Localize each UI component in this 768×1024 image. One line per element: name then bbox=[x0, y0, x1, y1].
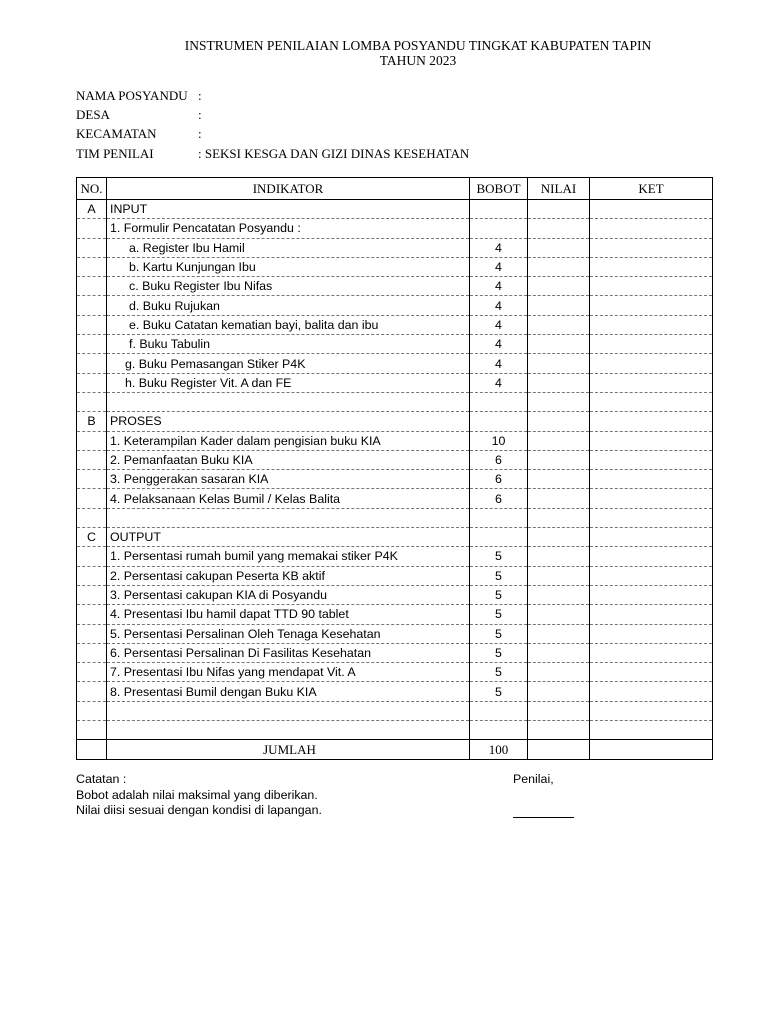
row-bobot: 5 bbox=[470, 624, 528, 643]
table-row bbox=[77, 219, 713, 238]
row-nilai-cell[interactable] bbox=[528, 721, 590, 740]
total-nilai-cell[interactable] bbox=[528, 740, 590, 760]
row-indikator: f. Buku Tabulin bbox=[107, 335, 470, 354]
row-no bbox=[77, 663, 107, 682]
row-nilai-cell[interactable] bbox=[528, 257, 590, 276]
total-no-cell bbox=[77, 740, 107, 760]
row-bobot bbox=[470, 219, 528, 238]
row-indikator: c. Buku Register Ibu Nifas bbox=[107, 277, 470, 296]
row-bobot: 6 bbox=[470, 450, 528, 469]
row-indikator: g. Buku Pemasangan Stiker P4K bbox=[107, 354, 470, 373]
row-indikator: 2. Persentasi cakupan Peserta KB aktif bbox=[107, 566, 470, 585]
row-no: C bbox=[77, 528, 107, 547]
header-no: NO. bbox=[77, 178, 107, 200]
row-indikator: a. Register Ibu Hamil bbox=[107, 238, 470, 257]
row-bobot: 4 bbox=[470, 257, 528, 276]
row-nilai-cell[interactable] bbox=[528, 682, 590, 701]
row-indikator: PROSES bbox=[107, 412, 470, 431]
row-nilai-cell[interactable] bbox=[528, 315, 590, 334]
row-no bbox=[77, 354, 107, 373]
row-no: A bbox=[77, 200, 107, 219]
row-bobot: 5 bbox=[470, 643, 528, 662]
row-bobot: 5 bbox=[470, 585, 528, 604]
info-tim-penilai bbox=[76, 146, 469, 162]
row-nilai-cell[interactable] bbox=[528, 354, 590, 373]
row-no bbox=[77, 605, 107, 624]
row-indikator: 7. Presentasi Ibu Nifas yang mendapat Vit. A bbox=[107, 663, 470, 682]
info-value: : bbox=[198, 88, 202, 103]
table-row bbox=[77, 547, 713, 566]
row-no bbox=[77, 508, 107, 527]
row-indikator: 8. Presentasi Bumil dengan Buku KIA bbox=[107, 682, 470, 701]
row-nilai-cell[interactable] bbox=[528, 508, 590, 527]
notes-heading: Catatan : bbox=[76, 772, 127, 786]
row-no bbox=[77, 373, 107, 392]
row-no bbox=[77, 682, 107, 701]
table-row bbox=[77, 489, 713, 508]
signature-line[interactable] bbox=[513, 817, 574, 818]
row-indikator: 2. Pemanfaatan Buku KIA bbox=[107, 450, 470, 469]
row-nilai-cell[interactable] bbox=[528, 412, 590, 431]
row-ket-cell[interactable] bbox=[590, 605, 713, 624]
table-row bbox=[77, 354, 713, 373]
table-row bbox=[77, 277, 713, 296]
table-row bbox=[77, 412, 713, 431]
header-indikator: INDIKATOR bbox=[107, 178, 470, 200]
row-indikator bbox=[107, 721, 470, 740]
row-no bbox=[77, 701, 107, 720]
header-bobot: BOBOT bbox=[470, 178, 528, 200]
table-row bbox=[77, 585, 713, 604]
row-ket-cell[interactable] bbox=[590, 431, 713, 450]
table-row bbox=[77, 392, 713, 411]
row-indikator: OUTPUT bbox=[107, 528, 470, 547]
row-ket-cell[interactable] bbox=[590, 392, 713, 411]
signer-label: Penilai, bbox=[513, 772, 554, 786]
row-bobot: 6 bbox=[470, 470, 528, 489]
row-no bbox=[77, 547, 107, 566]
row-bobot: 5 bbox=[470, 682, 528, 701]
row-bobot: 6 bbox=[470, 489, 528, 508]
row-no bbox=[77, 257, 107, 276]
row-indikator bbox=[107, 392, 470, 411]
row-ket-cell[interactable] bbox=[590, 624, 713, 643]
table-row bbox=[77, 296, 713, 315]
row-nilai-cell[interactable] bbox=[528, 335, 590, 354]
row-ket-cell[interactable] bbox=[590, 354, 713, 373]
row-no bbox=[77, 566, 107, 585]
row-bobot bbox=[470, 721, 528, 740]
row-no bbox=[77, 470, 107, 489]
table-row bbox=[77, 335, 713, 354]
row-bobot bbox=[470, 392, 528, 411]
row-nilai-cell[interactable] bbox=[528, 200, 590, 219]
row-indikator bbox=[107, 508, 470, 527]
row-ket-cell[interactable] bbox=[590, 585, 713, 604]
row-bobot: 4 bbox=[470, 354, 528, 373]
row-bobot: 5 bbox=[470, 566, 528, 585]
total-value: 100 bbox=[470, 740, 528, 760]
table-row bbox=[77, 373, 713, 392]
row-nilai-cell[interactable] bbox=[528, 663, 590, 682]
row-bobot: 4 bbox=[470, 277, 528, 296]
row-ket-cell[interactable] bbox=[590, 450, 713, 469]
row-bobot: 10 bbox=[470, 431, 528, 450]
row-nilai-cell[interactable] bbox=[528, 392, 590, 411]
row-bobot: 5 bbox=[470, 605, 528, 624]
table-row bbox=[77, 431, 713, 450]
row-indikator: INPUT bbox=[107, 200, 470, 219]
row-indikator: 5. Persentasi Persalinan Oleh Tenaga Kesehatan bbox=[107, 624, 470, 643]
document-year: TAHUN 2023 bbox=[379, 53, 457, 68]
table-row bbox=[77, 238, 713, 257]
row-bobot: 4 bbox=[470, 238, 528, 257]
table-row bbox=[77, 528, 713, 547]
row-bobot: 5 bbox=[470, 547, 528, 566]
info-value: : SEKSI KESGA DAN GIZI DINAS KESEHATAN bbox=[198, 146, 470, 161]
table-row bbox=[77, 508, 713, 527]
row-no bbox=[77, 721, 107, 740]
row-indikator: 3. Penggerakan sasaran KIA bbox=[107, 470, 470, 489]
info-value: : bbox=[198, 107, 202, 122]
row-no: B bbox=[77, 412, 107, 431]
row-ket-cell[interactable] bbox=[590, 547, 713, 566]
row-no bbox=[77, 450, 107, 469]
row-ket-cell[interactable] bbox=[590, 219, 713, 238]
row-bobot bbox=[470, 200, 528, 219]
row-indikator: 1. Persentasi rumah bumil yang memakai stiker P4K bbox=[107, 547, 470, 566]
row-ket-cell[interactable] bbox=[590, 277, 713, 296]
row-indikator: 1. Formulir Pencatatan Posyandu : bbox=[107, 219, 470, 238]
row-ket-cell[interactable] bbox=[590, 335, 713, 354]
row-bobot bbox=[470, 508, 528, 527]
header-ket: KET bbox=[590, 178, 713, 200]
row-nilai-cell[interactable] bbox=[528, 585, 590, 604]
row-no bbox=[77, 489, 107, 508]
row-ket-cell[interactable] bbox=[590, 566, 713, 585]
row-indikator: e. Buku Catatan kematian bayi, balita dan ibu bbox=[107, 315, 470, 334]
info-nama-posyandu bbox=[76, 88, 202, 104]
total-ket-cell[interactable] bbox=[590, 740, 713, 760]
row-indikator: 3. Persentasi cakupan KIA di Posyandu bbox=[107, 585, 470, 604]
row-ket-cell[interactable] bbox=[590, 528, 713, 547]
info-desa bbox=[76, 107, 202, 123]
row-bobot: 4 bbox=[470, 296, 528, 315]
row-ket-cell[interactable] bbox=[590, 508, 713, 527]
table-row bbox=[77, 663, 713, 682]
row-nilai-cell[interactable] bbox=[528, 528, 590, 547]
row-nilai-cell[interactable] bbox=[528, 643, 590, 662]
info-kecamatan bbox=[76, 126, 202, 142]
table-row bbox=[77, 643, 713, 662]
assessment-table bbox=[76, 177, 713, 760]
row-ket-cell[interactable] bbox=[590, 315, 713, 334]
row-ket-cell[interactable] bbox=[590, 682, 713, 701]
document-title: INSTRUMEN PENILAIAN LOMBA POSYANDU TINGKAT KABUPATEN TAPIN bbox=[184, 38, 652, 53]
row-no bbox=[77, 431, 107, 450]
row-nilai-cell[interactable] bbox=[528, 470, 590, 489]
row-indikator: 4. Presentasi Ibu hamil dapat TTD 90 tablet bbox=[107, 605, 470, 624]
row-indikator: 6. Persentasi Persalinan Di Fasilitas Kesehatan bbox=[107, 643, 470, 662]
row-nilai-cell[interactable] bbox=[528, 373, 590, 392]
row-nilai-cell[interactable] bbox=[528, 624, 590, 643]
row-bobot bbox=[470, 701, 528, 720]
row-no bbox=[77, 585, 107, 604]
row-indikator: 4. Pelaksanaan Kelas Bumil / Kelas Balita bbox=[107, 489, 470, 508]
row-nilai-cell[interactable] bbox=[528, 450, 590, 469]
row-bobot bbox=[470, 412, 528, 431]
info-label: NAMA POSYANDU bbox=[76, 88, 188, 103]
row-nilai-cell[interactable] bbox=[528, 489, 590, 508]
notes-line: Nilai diisi sesuai dengan kondisi di lapangan. bbox=[76, 803, 322, 817]
row-no bbox=[77, 624, 107, 643]
row-bobot: 4 bbox=[470, 315, 528, 334]
row-nilai-cell[interactable] bbox=[528, 566, 590, 585]
table-row bbox=[77, 257, 713, 276]
table-header-row bbox=[77, 178, 713, 200]
row-ket-cell[interactable] bbox=[590, 489, 713, 508]
table-row bbox=[77, 605, 713, 624]
row-nilai-cell[interactable] bbox=[528, 547, 590, 566]
table-row bbox=[77, 566, 713, 585]
row-no bbox=[77, 392, 107, 411]
total-row bbox=[77, 740, 713, 760]
info-label: DESA bbox=[76, 107, 110, 122]
row-ket-cell[interactable] bbox=[590, 373, 713, 392]
row-ket-cell[interactable] bbox=[590, 200, 713, 219]
table-row bbox=[77, 721, 713, 740]
row-no bbox=[77, 219, 107, 238]
table-row bbox=[77, 624, 713, 643]
table-row bbox=[77, 701, 713, 720]
info-label: KECAMATAN bbox=[76, 126, 157, 141]
table-row bbox=[77, 682, 713, 701]
row-nilai-cell[interactable] bbox=[528, 701, 590, 720]
row-ket-cell[interactable] bbox=[590, 721, 713, 740]
table-row bbox=[77, 200, 713, 219]
row-indikator: b. Kartu Kunjungan Ibu bbox=[107, 257, 470, 276]
row-ket-cell[interactable] bbox=[590, 257, 713, 276]
info-value: : bbox=[198, 126, 202, 141]
row-ket-cell[interactable] bbox=[590, 643, 713, 662]
row-ket-cell[interactable] bbox=[590, 296, 713, 315]
row-nilai-cell[interactable] bbox=[528, 296, 590, 315]
row-indikator: 1. Keterampilan Kader dalam pengisian buku KIA bbox=[107, 431, 470, 450]
table-row bbox=[77, 315, 713, 334]
row-indikator: d. Buku Rujukan bbox=[107, 296, 470, 315]
row-bobot: 4 bbox=[470, 373, 528, 392]
row-nilai-cell[interactable] bbox=[528, 238, 590, 257]
row-nilai-cell[interactable] bbox=[528, 277, 590, 296]
row-ket-cell[interactable] bbox=[590, 238, 713, 257]
table-row bbox=[77, 470, 713, 489]
row-nilai-cell[interactable] bbox=[528, 431, 590, 450]
row-bobot: 5 bbox=[470, 663, 528, 682]
row-no bbox=[77, 335, 107, 354]
row-ket-cell[interactable] bbox=[590, 412, 713, 431]
notes-line: Bobot adalah nilai maksimal yang diberikan. bbox=[76, 787, 318, 802]
row-no bbox=[77, 315, 107, 334]
row-no bbox=[77, 238, 107, 257]
row-indikator: h. Buku Register Vit. A dan FE bbox=[107, 373, 470, 392]
row-no bbox=[77, 296, 107, 315]
row-ket-cell[interactable] bbox=[590, 701, 713, 720]
row-nilai-cell[interactable] bbox=[528, 219, 590, 238]
table-row bbox=[77, 450, 713, 469]
row-indikator bbox=[107, 701, 470, 720]
row-ket-cell[interactable] bbox=[590, 663, 713, 682]
row-nilai-cell[interactable] bbox=[528, 605, 590, 624]
row-no bbox=[77, 277, 107, 296]
header-nilai: NILAI bbox=[528, 178, 590, 200]
row-ket-cell[interactable] bbox=[590, 470, 713, 489]
notes bbox=[76, 772, 322, 819]
total-label: JUMLAH bbox=[107, 740, 470, 760]
row-no bbox=[77, 643, 107, 662]
info-label: TIM PENILAI bbox=[76, 146, 154, 161]
row-bobot bbox=[470, 528, 528, 547]
row-bobot: 4 bbox=[470, 335, 528, 354]
